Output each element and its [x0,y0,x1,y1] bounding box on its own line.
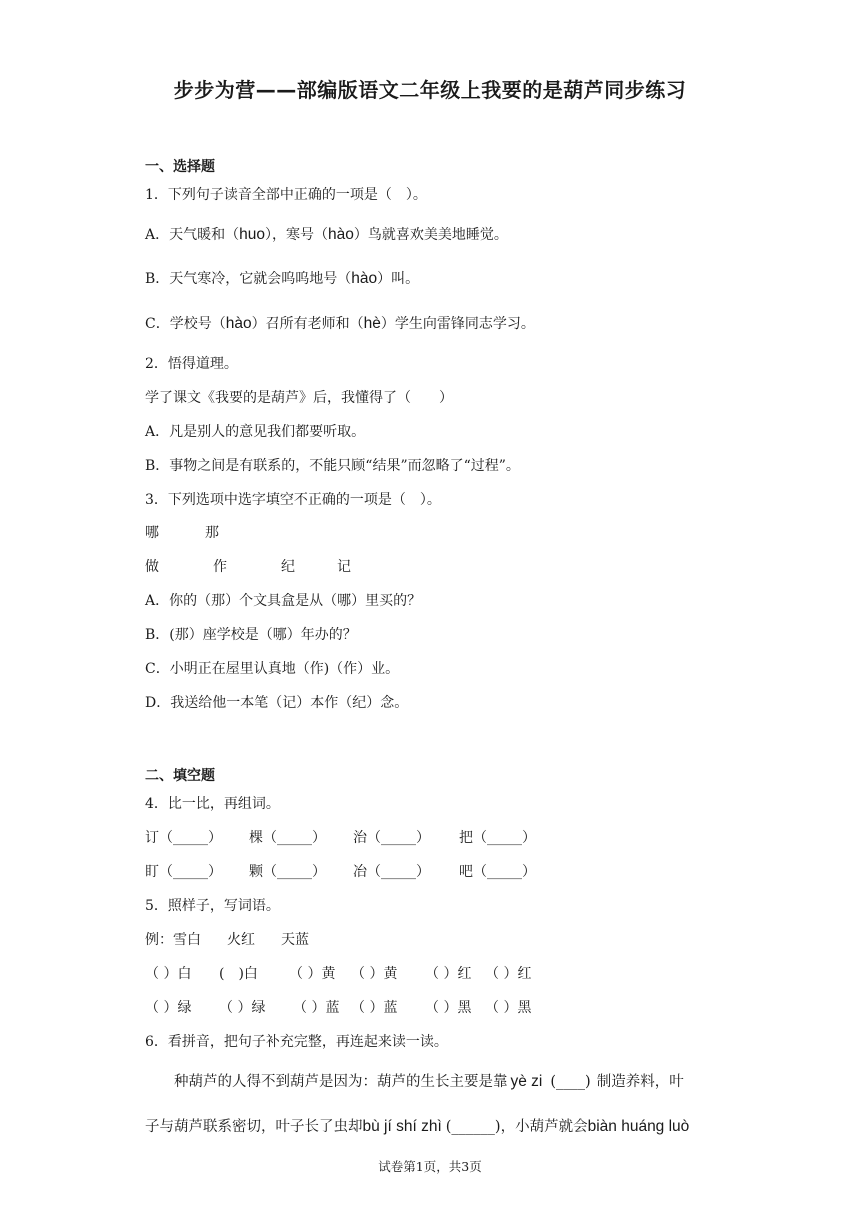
pinyin: bù jí shí zhì [362,1118,442,1135]
page-footer: 试卷第1页，共3页 [378,1159,482,1174]
pinyin: huo [239,226,265,243]
pinyin: hào [351,270,378,287]
question-2-stem: 2．悟得道理。 [145,356,238,372]
section-heading-fill: 二、填空题 [145,768,215,784]
paragraph-text: 制造养料，叶 [596,1074,684,1090]
example-word: 例：雪白 [145,932,201,948]
option-text: A．天气暖和（ [145,227,240,243]
question-4-stem: 4．比一比，再组词。 [145,796,280,812]
question-1-stem: 1．下列句子读音全部中正确的一项是（ ）。 [145,187,427,203]
word-blank: （ ）黑 [485,1000,532,1016]
option-text: ）叫。 [377,271,420,287]
question-3-option-a: A．你的（那）个文具盒是从（哪）里买的？ [145,593,422,609]
word-blank: 订（_____） [145,830,222,846]
question-3-stem: 3．下列选项中选字填空不正确的一项是（ ）。 [145,492,441,508]
question-3-char-row-1 [145,524,219,542]
question-1-option-b [145,270,419,288]
word-blank: （ ）黄 [289,966,336,982]
option-text: B．天气寒冷，它就会呜呜地号（ [145,271,352,287]
question-1-option-a [145,226,508,244]
question-5-stem: 5．照样子，写词语。 [145,898,280,914]
question-5-row-1 [145,965,531,983]
word-blank: 吧（_____） [459,864,536,880]
word-blank: （ ）绿 [145,1000,192,1016]
section-heading-choice: 一、选择题 [145,159,215,175]
word-blank: 棵（_____） [249,830,326,846]
question-6-stem: 6．看拼音，把句子补充完整，再连起来读一读。 [145,1034,448,1050]
question-1-option-c [145,315,535,333]
question-3-option-d: D．我送给他一本笔（记）本作（纪）念。 [145,695,409,711]
word-blank: 治（_____） [353,830,430,846]
pinyin: hào [328,226,354,243]
word-blank: 盯（_____） [145,864,222,880]
question-3-option-b: B．(那）座学校是（哪）年办的？ [145,627,357,643]
word-blank: （ ）白 [145,966,192,982]
word-blank: 颗（_____） [249,864,326,880]
answer-blank: (____) [550,1074,591,1090]
pinyin: yè zi [510,1073,543,1090]
pinyin: hè [363,315,381,332]
option-text: C．学校号（ [145,316,226,332]
question-3-option-c: C．小明正在屋里认真地（作)（作）业。 [145,661,400,677]
word-blank: ( )白 [219,966,258,982]
char-option: 那 [205,525,219,541]
word-blank: （ ）蓝 [293,1000,340,1016]
question-3-char-row-2 [145,558,351,576]
question-6-paragraph-line-1 [174,1070,717,1091]
char-option: 纪 [281,559,295,575]
word-blank: （ ）蓝 [351,1000,398,1016]
word-blank: （ ）红 [485,966,532,982]
question-4-row-2 [145,863,536,881]
pinyin: biàn huáng luò [587,1118,690,1135]
example-word: 火红 [227,932,255,948]
option-text: ）鸟就喜欢美美地睡觉。 [353,227,508,243]
option-text: ）召所有老师和（ [251,316,364,332]
char-option: 哪 [145,525,159,541]
question-5-row-2 [145,999,531,1017]
paragraph-text: ，小葫芦就会 [500,1119,588,1135]
char-option: 作 [213,559,227,575]
word-blank: （ ）黄 [351,966,398,982]
char-option: 做 [145,559,159,575]
paragraph-text: 种葫芦的人得不到葫芦是因为：葫芦的生长主要是靠 [174,1074,508,1090]
question-2-option-b: B．事物之间是有联系的，不能只顾“结果”而忽略了“过程”。 [145,458,520,474]
word-blank: 把（_____） [459,830,536,846]
question-2-option-a: A．凡是别人的意见我们都要听取。 [145,424,366,440]
option-text: ），寒号（ [265,227,328,243]
paragraph-text: 子与葫芦联系密切，叶子长了虫却 [145,1119,363,1135]
page-title: 步步为营——部编版语文二年级上我要的是葫芦同步练习 [173,78,687,102]
char-option: 记 [337,559,351,575]
pinyin: hào [225,315,252,332]
word-blank: （ ）黑 [425,1000,472,1016]
word-blank: （ ）红 [425,966,472,982]
example-word: 天蓝 [281,932,309,948]
question-4-row-1 [145,829,536,847]
question-5-example [145,931,309,949]
word-blank: （ ）绿 [219,1000,266,1016]
question-2-prompt: 学了课文《我要的是葫芦》后，我懂得了（ ） [145,390,453,406]
question-6-paragraph-line-2 [145,1115,717,1136]
answer-blank: (______) [445,1119,501,1135]
word-blank: 冶（_____） [353,864,430,880]
option-text: ）学生向雷锋同志学习。 [380,316,535,332]
